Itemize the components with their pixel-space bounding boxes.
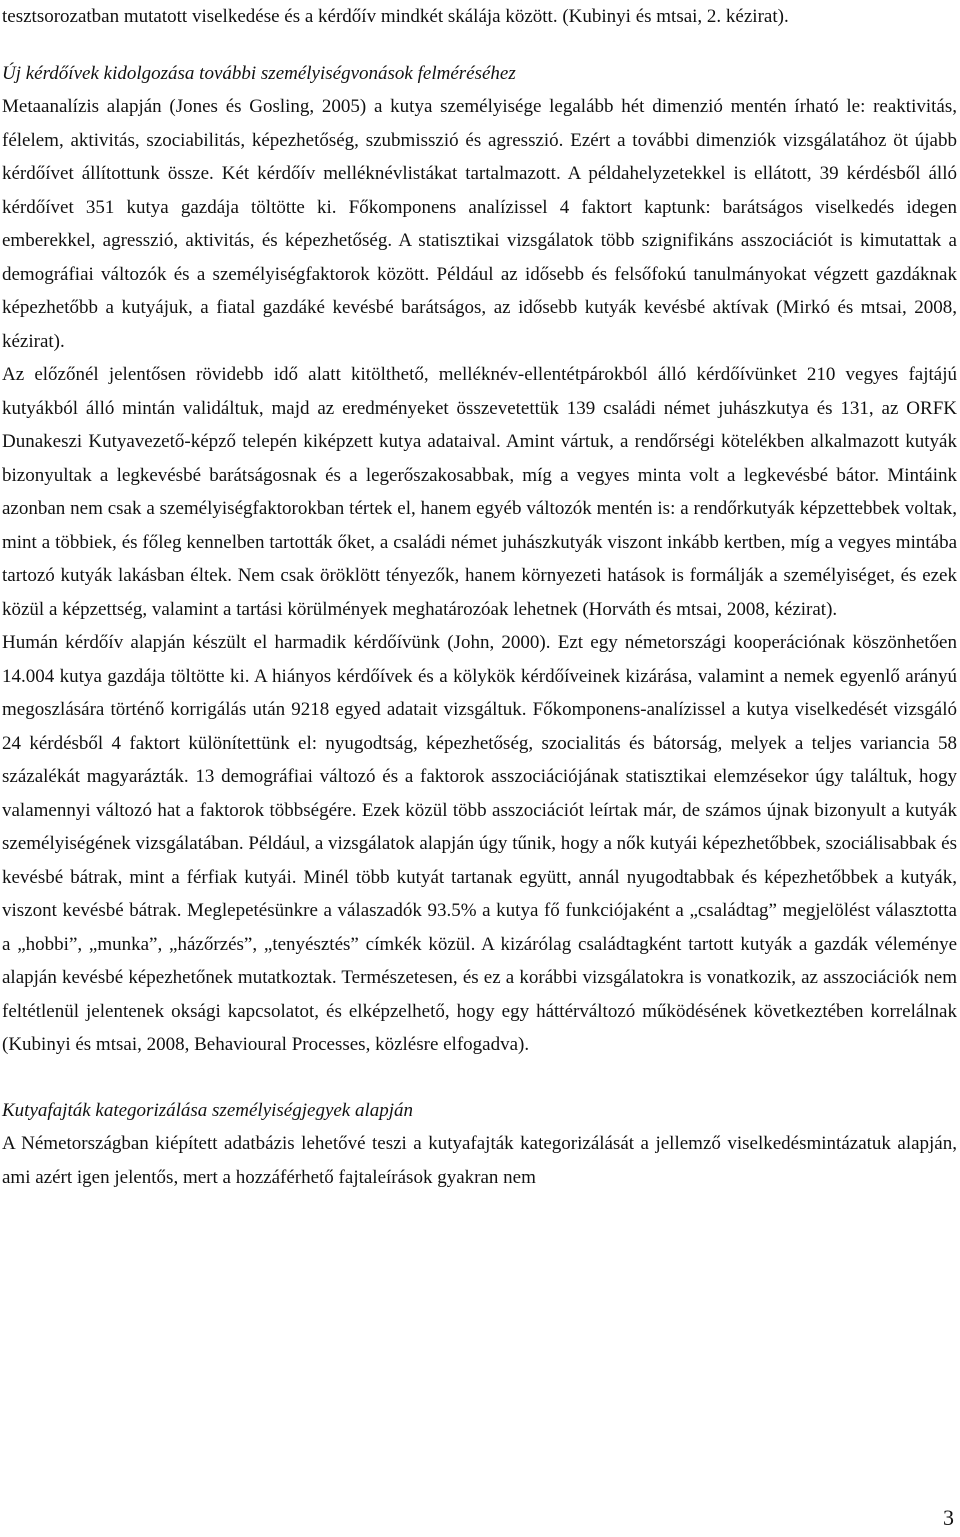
paragraph-short-questionnaire: Az előzőnél jelentősen rövidebb idő alatt kitölthető, melléknév-ellentétpárokból álló kérdőívünket 210 vegyes fajtájú kutyákból álló mintán validáltuk, majd az eredményeket összevetettük 139 családi német juhászkutya és 131, az ORFK Dunakeszi Kutyavezető-képző telepén kiképzett kutya adataival. Amint vártuk, a rendőrségi kötelékben alkalmazott kutyák bizonyultak a legkevésbé barátságosnak és a legerőszakosabbak, míg a vegyes minta volt a legkevésbé bátor. Mintáink azonban nem csak a személyiségfaktorokban tértek el, hanem egyéb változók mentén is: a rendőrkutyák képzettebbek voltak, mint a többiek, és főleg kennelben tartották őket, a családi német juhászkutyák viszont inkább kertben, míg a vegyes mintába tartozó kutyák lakásban éltek. Nem csak öröklött tényezők, hanem környezeti hatások is formálják a személyiséget, és ezek közül a képzettség, valamint a tartási körülmények meghatározóak lehetnek (Horváth és mtsai, 2008, kézirat). [2, 364, 957, 620]
paragraph-human-questionnaire: Humán kérdőív alapján készült el harmadik kérdőívünk (John, 2000). Ezt egy németországi kooperációnak köszönhetően 14.004 kutya gazdája töltötte ki. A hiányos kérdőívek és a kölykök kérdőíveinek kizárása, valamint a nemek egyenlő arányú megoszlására történő korrigálás után 9218 egyed adatait vizsgáltuk. Főkomponens-analízissel a kutya viselkedését vizsgáló 24 kérdésből 4 faktort különítettünk el: nyugodtság, képezhetőség, szocialitás és bátorság, melyek a teljes variancia 58 százalékát magyarázták. 13 demográfiai változó és a faktorok asszociációjának statisztikai elemzésekor úgy találtuk, hogy valamennyi változó hat a faktorok többségére. Ezek közül több asszociációt leírtak már, de számos újnak bizonyult a kutyák személyiségének vizsgálatában. Például, a vizsgálatok alapján úgy tűnik, hogy a nők kutyái képezhetőbbek, szociálisabbak és kevésbé bátrak, mint a férfiak kutyái. Minél több kutyát tartanak együtt, annál nyugodtabbak és képezhetőbbek a kutyák, viszont kevésbé bátrak. Meglepetésünkre a válaszadók 93.5% a kutya fő funkciójaként a „családtag” megjelölést választotta a „hobbi”, „munka”, „házőrzés”, „tenyésztés” címkék közül. A kizárólag családtagként tartott kutyák a gazdák véleménye alapján kevésbé képezhetőnek mutatkoztak. Természetesen, és ez a korábbi vizsgálatokra is vonatkozik, az asszociációk nem feltétlenül jelentenek oksági kapcsolatot, és elképzelhető, hogy egy háttérváltozó működésének következtében korrelálnak (Kubinyi és mtsai, 2008, Behavioural Processes, közlésre elfogadva). [2, 632, 957, 1055]
paragraph-metaanalysis: Metaanalízis alapján (Jones és Gosling, 2005) a kutya személyisége legalább hét dimenzió mentén írható le: reaktivitás, félelem, aktivitás, szociabilitás, képezhetőség, szubmisszió és agresszió. Ezért a további dimenziók vizsgálatához öt újabb kérdőívet állítottunk össze. Két kérdőív melléknévlistákat tartalmazott. A példahelyzetekkel is ellátott, 39 kérdésből álló kérdőívet 351 kutya gazdája töltötte ki. Főkomponens analízissel 4 faktort kaptunk: barátságos viselkedés idegen emberekkel, agresszió, aktivitás, és képezhetőség. A statisztikai vizsgálatok több szignifikáns asszociációt is kimutattak a demográfiai változók és a személyiségfaktorok között. Például az idősebb és felsőfokú tanulmányokat végzett gazdáknak képezhetőbb a kutyájuk, a fiatal gazdáké kevésbé barátságos, az idősebb kutyák kevésbé aktívak (Mirkó és mtsai, 2008, kézirat). [2, 96, 957, 352]
paragraph-breed-categorization: A Németországban kiépített adatbázis lehetővé teszi a kutyafajták kategorizálását a jellemző viselkedésmintázatuk alapján, ami azért igen jelentős, mert a hozzáférhető fajtaleírások gyakran nem [2, 1133, 957, 1188]
section-heading-new-questionnaires: Új kérdőívek kidolgozása további személyiségvonások felméréséhez [2, 62, 516, 84]
page-number: 3 [943, 1505, 954, 1530]
document-page [2, 0, 957, 1194]
continuation-paragraph: tesztsorozatban mutatott viselkedése és a kérdőív mindkét skálája között. (Kubinyi és mtsai, 2. kézirat). [2, 6, 789, 27]
section-spacer [2, 1062, 957, 1094]
section-heading-breed-categorization: Kutyafajták kategorizálása személyiségjegyek alapján [2, 1099, 414, 1121]
section-spacer [2, 34, 957, 57]
